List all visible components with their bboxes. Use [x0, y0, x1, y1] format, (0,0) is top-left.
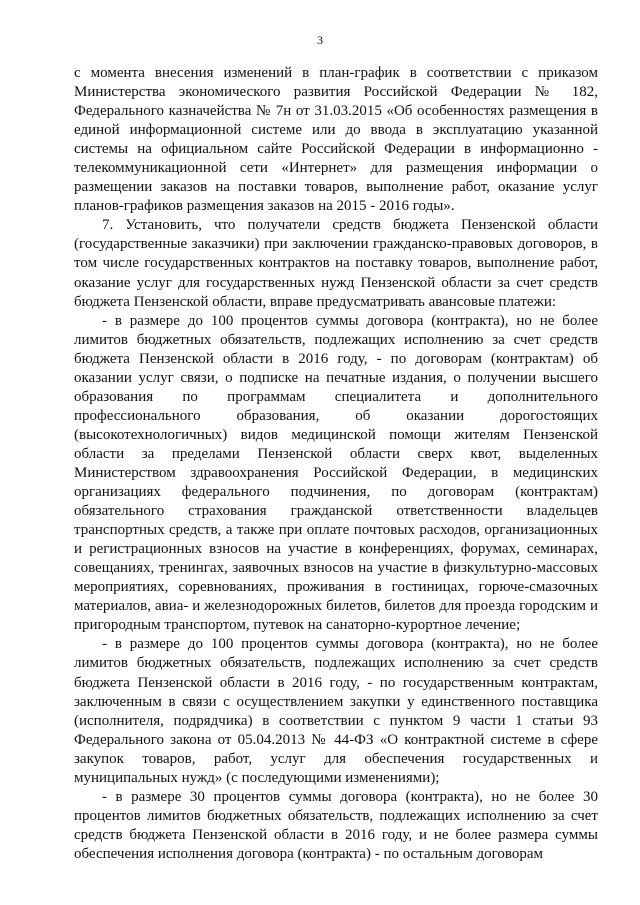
list-item-advance-30-other: - в размере 30 процентов суммы договора (контракта), но не более 30 процентов лимитов бюджетных обязательств, подлежащих исполнению за счет средств бюджета Пензенской области в 2016 году, и не более размера суммы обеспечения исполнения договора (контракта) - по остальным договорам — [74, 788, 598, 862]
page-number: 3 — [317, 33, 323, 47]
list-item-advance-100-services: - в размере до 100 процентов суммы договора (контракта), но не более лимитов бюджетных обязательств, подлежащих исполнению за счет средств бюджета Пензенской области в 2016 году, - по договорам (контрактам) об оказании услуг связи, о подписке на печатные издания, о получении высшего образования по программам специалитета и дополнительного профессионального образования, об оказании дорогостоящих (высокотехнологичных) видов медицинской помощи жителям Пензенской области за пределами Пензенской области сверх квот, выделенных Министерством здравоохранения Российской Федерации, в медицинских организациях федерального подчинения, по договорам (контрактам) обязательного страхования гражданской ответственности владельцев транспортных средств, а также при оплате почтовых расходов, организационных и регистрационных взносов на участие в конференциях, форумах, семинарах, совещаниях, тренингах, заявочных взносов на участие в физкультурно-массовых мероприятиях, соревнованиях, проживания в гостиницах, горюче-смазочных материалов, авиа- и железнодорожных билетов, билетов для проезда городским и пригородным транспортом, путевок на санаторно-курортное лечение; — [74, 312, 598, 634]
paragraph-plan-graph-intro: с момента внесения изменений в план-график в соответствии с приказом Министерства экономического развития Российской Федерации № 182, Федерального казначейства № 7н от 31.03.2015 «Об особенностях размещения в единой информационной системе или до ввода в эксплуатацию указанной системы на официальном сайте Российской Федерации в информационно - телекоммуникационной сети «Интернет» для размещения информации о размещении заказов на поставки товаров, выполнение работ, оказание услуг планов-графиков размещения заказов на 2015 - 2016 годы». — [74, 65, 598, 215]
paragraph-item-7: 7. Установить, что получатели средств бюджета Пензенской области (государственные заказчики) при заключении гражданско-правовых договоров, в том числе государственных контрактов на поставку товаров, выполнение работ, оказание услуг для государственных нужд Пензенской области за счет средств бюджета Пензенской области, вправе предусматривать авансовые платежи: — [74, 217, 598, 310]
list-item-advance-100-single-supplier: - в размере до 100 процентов суммы договора (контракта), но не более лимитов бюджетных обязательств, подлежащих исполнению за счет средств бюджета Пензенской области в 2016 году, - по государственным контрактам, заключенным в связи с осуществлением закупки у единственного поставщика (исполнителя, подрядчика) в соответствии с пунктом 9 части 1 статьи 93 Федерального закона от 05.04.2013 № 44-ФЗ «О контрактной системе в сфере закупок товаров, работ, услуг для обеспечения государственных и муниципальных нужд» (с последующими изменениями); — [74, 636, 598, 786]
document-body — [74, 64, 598, 864]
